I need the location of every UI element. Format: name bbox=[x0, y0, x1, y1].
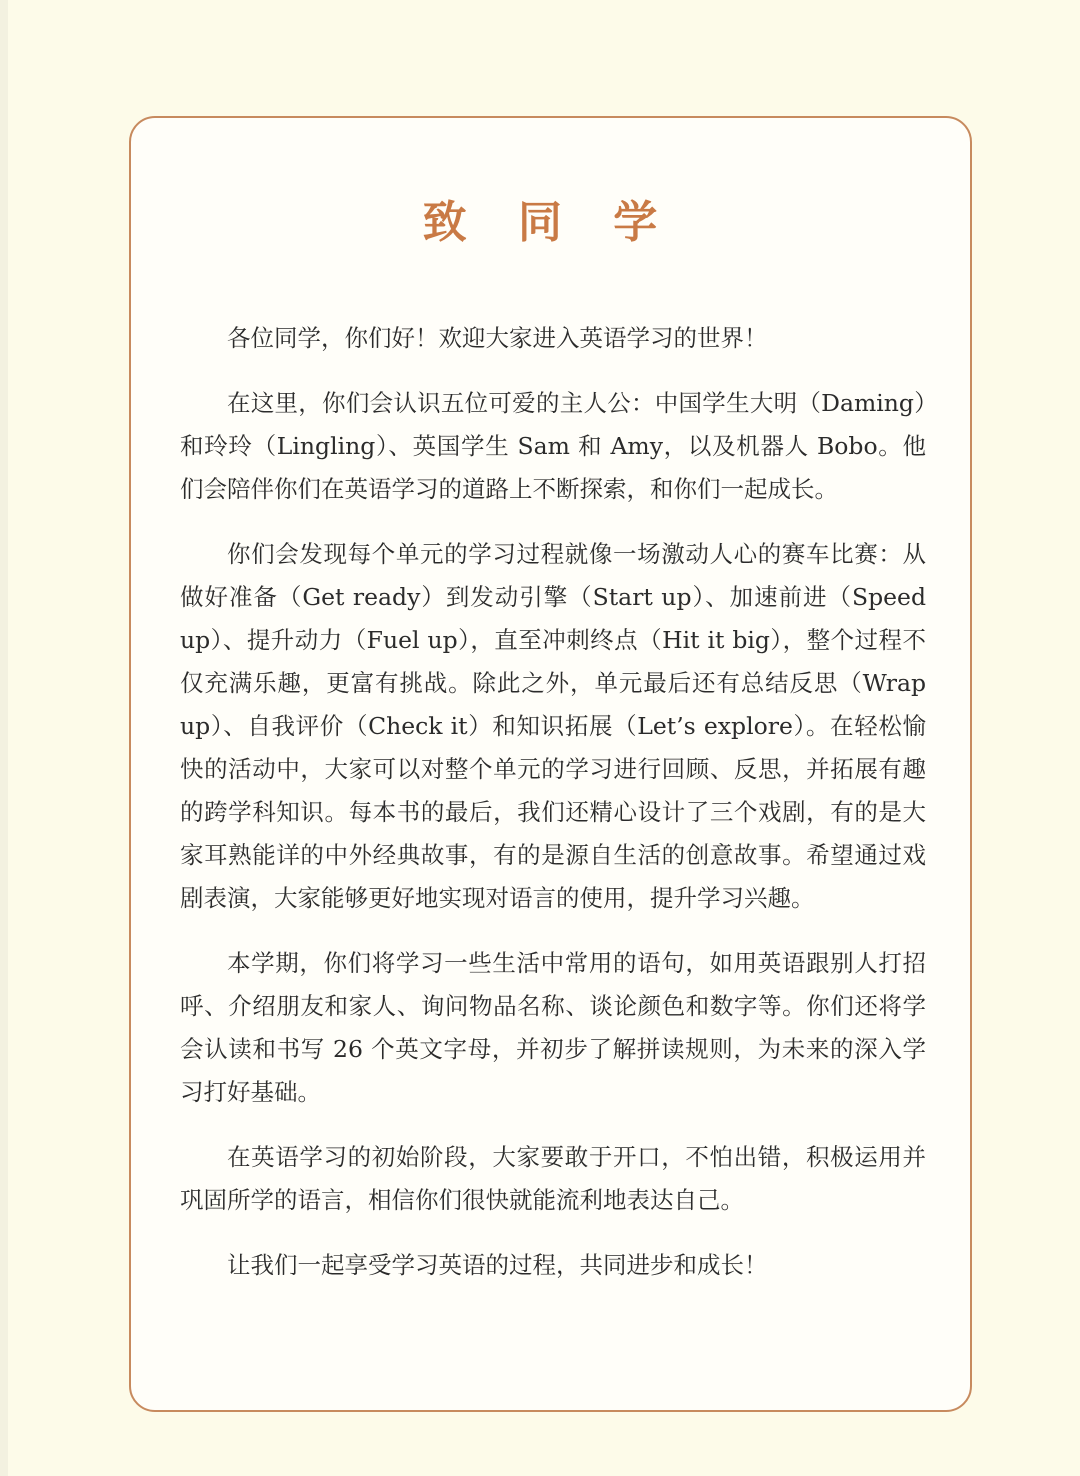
paragraph-characters: 在这里，你们会认识五位可爱的主人公：中国学生大明（Daming）和玲玲（Lingling）、英国学生 Sam 和 Amy，以及机器人 Bobo。他们会陪伴你们在英语学习的道路上不断探索，和你们一起成长。 bbox=[180, 389, 926, 503]
paragraph-closing: 让我们一起享受学习英语的过程，共同进步和成长！ bbox=[227, 1251, 768, 1279]
paragraph-encouragement: 在英语学习的初始阶段，大家要敢于开口，不怕出错，积极运用并巩固所学的语言，相信你们很快就能流利地表达自己。 bbox=[180, 1143, 926, 1214]
paragraph-greeting: 各位同学，你们好！欢迎大家进入英语学习的世界！ bbox=[227, 324, 768, 352]
paragraph-semester-goals: 本学期，你们将学习一些生活中常用的语句，如用英语跟别人打招呼、介绍朋友和家人、询问物品名称、谈论颜色和数字等。你们还将学会认读和书写 26 个英文字母，并初步了解拼读规则，为未来的深入学习打好基础。 bbox=[180, 949, 926, 1106]
page-title: 致 同 学 bbox=[422, 197, 676, 248]
letter-body bbox=[180, 317, 926, 1309]
paragraph-unit-structure: 你们会发现每个单元的学习过程就像一场激动人心的赛车比赛：从做好准备（Get ready）到发动引擎（Start up）、加速前进（Speed up）、提升动力（Fuel up），直至冲刺终点（Hit it big），整个过程不仅充满乐趣，更富有挑战。除此之外，单元最后还有总结反思（Wrap up）、自我评价（Check it）和知识拓展（Let’s explore）。在轻松愉快的活动中，大家可以对整个单元的学习进行回顾、反思，并拓展有趣的跨学科知识。每本书的最后，我们还精心设计了三个戏剧，有的是大家耳熟能详的中外经典故事，有的是源自生活的创意故事。希望通过戏剧表演，大家能够更好地实现对语言的使用，提升学习兴趣。 bbox=[180, 540, 926, 912]
